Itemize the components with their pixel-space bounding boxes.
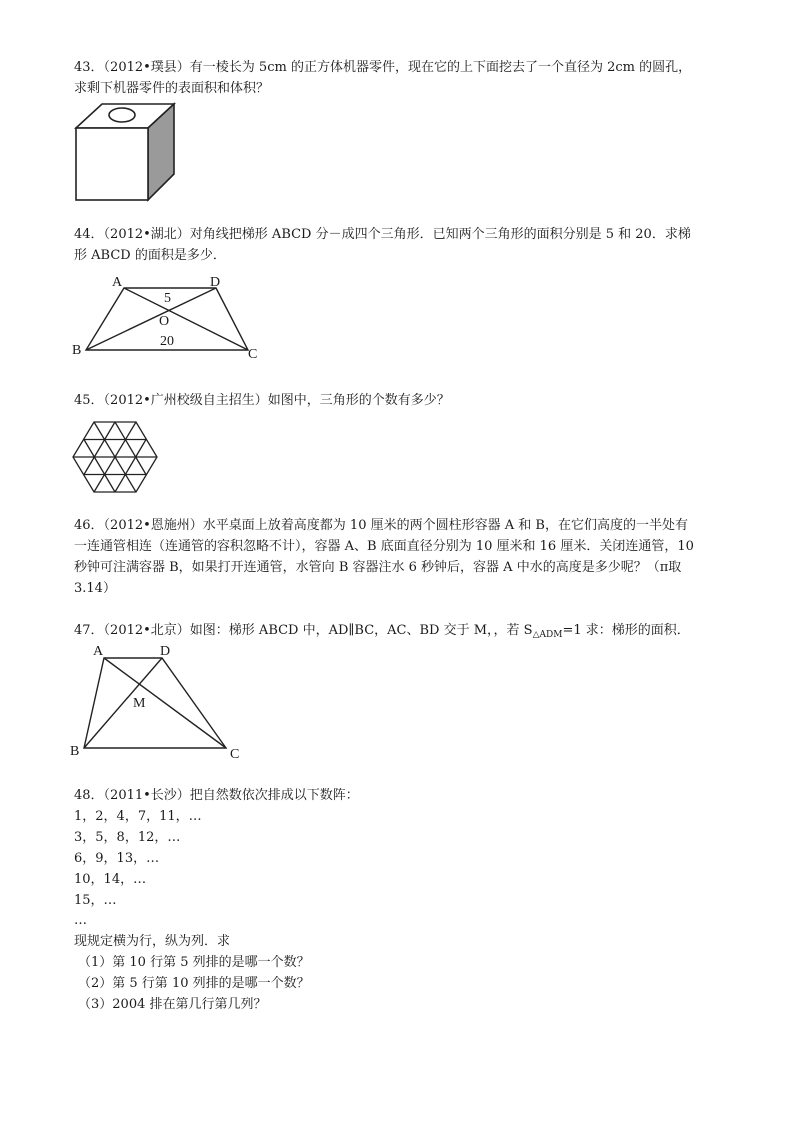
q43-cube-figure xyxy=(70,100,180,202)
q44-label-a: A xyxy=(112,275,123,290)
q48-array-row-5: 15，… xyxy=(74,893,117,908)
q44-label-o: O xyxy=(159,314,170,329)
q44-trapezoid-figure xyxy=(70,270,270,365)
q48-rule-text: 现规定横为行，纵为列．求 xyxy=(74,934,231,949)
q48-array-ellipsis: … xyxy=(74,913,87,928)
q43-text-line1: 43．（2012•璞县）有一棱长为 5cm 的正方体机器零件，现在它的上下面挖去了一个直径为 2cm 的圆孔， xyxy=(74,60,692,75)
q47-label-m: M xyxy=(133,696,146,711)
q48-array-row-1: 1，2，4，7，11，… xyxy=(74,809,202,824)
q43-text-line2: 求剩下机器零件的表面积和体积？ xyxy=(74,81,270,96)
q44-label-d: D xyxy=(210,275,221,290)
q48-array-row-2: 3，5，8，12，… xyxy=(74,830,181,845)
q45-hexagon-triangles-figure xyxy=(70,418,162,493)
q46-text-line2: 一连通管相连（连通管的容积忽略不计），容器 A、B 底面直径分别为 10 厘米和 16 厘米．关闭连通管，10 xyxy=(74,539,694,554)
q44-area-top: 5 xyxy=(164,291,171,306)
q47-subscript: △ADM xyxy=(532,630,563,640)
q48-part-2: （2）第 5 行第 10 列排的是哪一个数？ xyxy=(78,976,310,991)
q46-text-line1: 46．（2012•恩施州）水平桌面上放着高度都为 10 厘米的两个圆柱形容器 A 和 B，在它们高度的一半处有 xyxy=(74,518,688,533)
cube-hole xyxy=(109,108,135,122)
q44-diagonal-ac xyxy=(124,288,248,350)
q47-label-a: A xyxy=(93,644,104,659)
q47-label-b: B xyxy=(70,744,80,759)
q48-array-row-3: 6，9，13，… xyxy=(74,851,160,866)
q48-part-3: （3）2004 排在第几行第几列？ xyxy=(78,997,267,1012)
q47-label-c: C xyxy=(230,747,240,762)
q44-text-line1: 44．（2012•湖北）对角线把梯形 ABCD 分－成四个三角形．已知两个三角形的面积分别是 5 和 20．求梯 xyxy=(74,227,691,242)
q47-label-d: D xyxy=(160,644,171,659)
q48-part-1: （1）第 10 行第 5 列排的是哪一个数？ xyxy=(78,955,310,970)
q48-text-line1: 48．（2011•长沙）把自然数依次排成以下数阵： xyxy=(74,788,359,803)
q46-text-line4: 3.14） xyxy=(74,581,116,596)
q47-trapezoid-outline xyxy=(84,658,226,748)
q44-area-bottom: 20 xyxy=(160,334,174,349)
q47-trapezoid-figure xyxy=(66,640,256,765)
cube-front-face xyxy=(76,128,148,200)
q44-text-line2: 形 ABCD 的面积是多少． xyxy=(74,248,226,263)
q44-label-c: C xyxy=(248,347,258,362)
q48-array-row-4: 10，14，… xyxy=(74,872,147,887)
q45-text-line1: 45．（2012•广州校级自主招生）如图中，三角形的个数有多少？ xyxy=(74,393,450,408)
q44-label-b: B xyxy=(72,343,82,358)
q46-text-line3: 秒钟可注满容器 B，如果打开连通管，水管向 B 容器注水 6 秒钟后，容器 A 中水的高度是多少呢？（π取 xyxy=(74,560,682,575)
q47-text-main: 47．（2012•北京）如图：梯形 ABCD 中，AD∥BC，AC、BD 交于 M，，若 S xyxy=(74,623,533,638)
q47-text-tail: =1 求：梯形的面积． xyxy=(562,623,690,638)
